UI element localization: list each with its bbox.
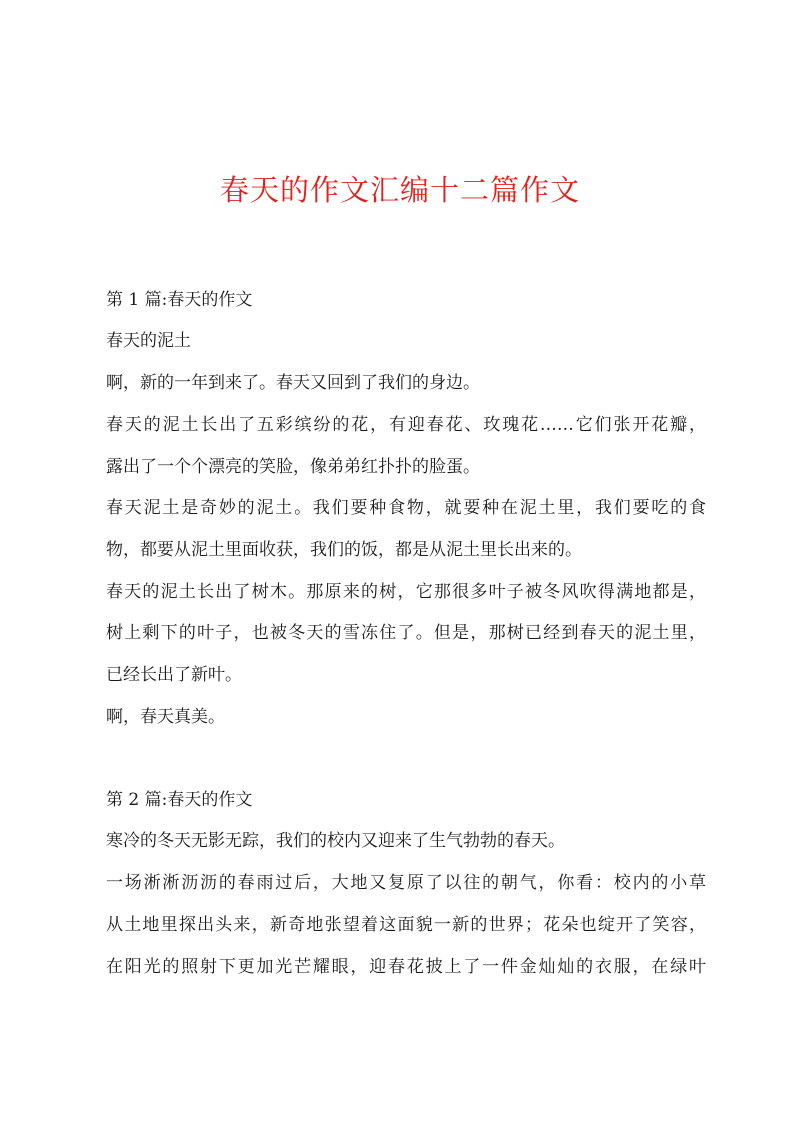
section-heading: 第 2 篇:春天的作文 [106, 790, 253, 810]
paragraph-line: 已经长出了新叶。 [106, 665, 242, 685]
section-heading: 第 1 篇:春天的作文 [106, 290, 253, 310]
paragraph-line: 春天的泥土长出了五彩缤纷的花，有迎春花、玫瑰花……它们张开花瓣， [106, 415, 706, 435]
paragraph-line: 啊，春天真美。 [106, 707, 225, 727]
paragraph-line: 树上剩下的叶子，也被冬天的雪冻住了。但是，那树已经到春天的泥土里， [106, 623, 706, 643]
paragraph-line: 春天泥土是奇妙的泥土。我们要种食物，就要种在泥土里，我们要吃的食 [106, 498, 706, 518]
document-title: 春天的作文汇编十二篇作文 [219, 173, 580, 207]
section-subtitle: 春天的泥土 [106, 331, 191, 351]
paragraph-line: 在阳光的照射下更加光芒耀眼，迎春花披上了一件金灿灿的衣服，在绿叶 [106, 957, 706, 977]
paragraph-line: 寒冷的冬天无影无踪，我们的校内又迎来了生气勃勃的春天。 [106, 831, 565, 851]
paragraph-line: 一场淅淅沥沥的春雨过后，大地又复原了以往的朝气，你看：校内的小草 [106, 873, 706, 893]
paragraph-line: 春天的泥土长出了树木。那原来的树，它那很多叶子被冬风吹得满地都是， [106, 582, 706, 602]
paragraph-line: 物，都要从泥土里面收获，我们的饭，都是从泥土里长出来的。 [106, 540, 582, 560]
paragraph-line: 从土地里探出头来，新奇地张望着这面貌一新的世界；花朵也绽开了笑容， [106, 915, 706, 935]
paragraph-line: 啊，新的一年到来了。春天又回到了我们的身边。 [106, 373, 480, 393]
paragraph-line: 露出了一个个漂亮的笑脸，像弟弟红扑扑的脸蛋。 [106, 457, 480, 477]
